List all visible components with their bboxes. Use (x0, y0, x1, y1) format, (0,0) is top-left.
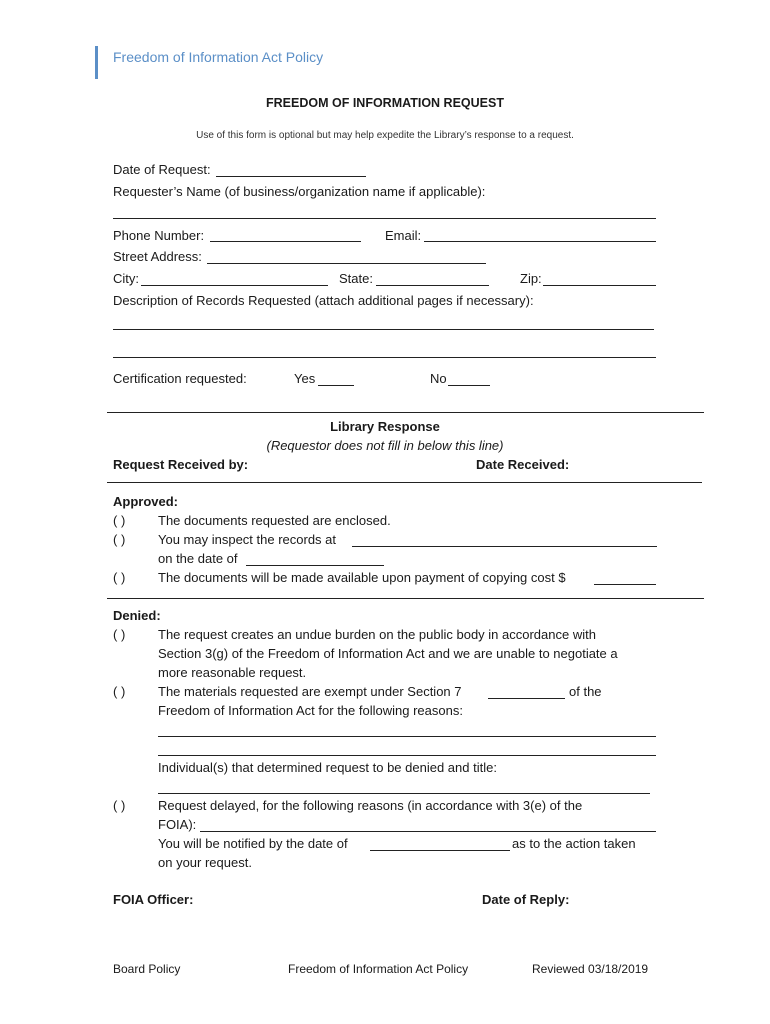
approved-checkbox-1[interactable]: ( ) (113, 513, 126, 528)
notify-date-field[interactable] (370, 850, 510, 851)
individuals-label: Individual(s) that determined request to be denied and title: (158, 760, 497, 775)
certification-no-label: No (430, 371, 447, 386)
library-response-title: Library Response (330, 419, 440, 434)
denied-item-2-line-2: Freedom of Information Act for the following reasons: (158, 703, 463, 718)
exempt-reasons-line-2[interactable] (158, 755, 656, 756)
state-label: State: (339, 271, 373, 286)
state-field[interactable] (376, 285, 489, 286)
description-line-1[interactable] (113, 329, 654, 330)
individuals-field[interactable] (158, 793, 650, 794)
approved-checkbox-3[interactable]: ( ) (113, 570, 126, 585)
footer-center: Freedom of Information Act Policy (288, 962, 469, 976)
description-label: Description of Records Requested (attach additional pages if necessary): (113, 293, 534, 308)
footer-left: Board Policy (113, 962, 181, 976)
email-label: Email: (385, 228, 422, 243)
date-received-label: Date Received: (476, 457, 570, 472)
city-label: City: (113, 271, 139, 286)
date-of-request-label: Date of Request: (113, 162, 211, 177)
header-title: Freedom of Information Act Policy (113, 49, 324, 65)
section-divider (107, 412, 704, 413)
denied-checkbox-2[interactable]: ( ) (113, 684, 126, 699)
foia-officer-label: FOIA Officer: (113, 892, 194, 907)
inspect-date-field[interactable] (246, 565, 384, 566)
certification-yes-label: Yes (294, 371, 316, 386)
date-of-reply-label: Date of Reply: (482, 892, 570, 907)
requester-name-field[interactable] (113, 218, 656, 219)
street-label: Street Address: (113, 249, 202, 264)
header-accent-bar (95, 46, 98, 79)
exempt-section-field[interactable] (488, 698, 565, 699)
section-divider (107, 598, 704, 599)
denied-item-3-line-3: You will be notified by the date of (158, 836, 348, 851)
request-received-by-label: Request Received by: (113, 457, 249, 472)
certification-label: Certification requested: (113, 371, 247, 386)
approved-item-3: The documents will be made available upon payment of copying cost $ (158, 570, 566, 585)
denied-item-1-line-2: Section 3(g) of the Freedom of Information Act and we are unable to negotiate a (158, 646, 618, 661)
delay-reasons-field[interactable] (200, 831, 656, 832)
certification-no-field[interactable] (448, 385, 490, 386)
exempt-reasons-line-1[interactable] (158, 736, 656, 737)
certification-yes-field[interactable] (318, 385, 354, 386)
approved-item-2: You may inspect the records at (158, 532, 337, 547)
denied-item-1-line-3: more reasonable request. (158, 665, 307, 680)
denied-item-3-line-4: on your request. (158, 855, 252, 870)
library-response-note: (Requestor does not fill in below this line) (266, 438, 504, 453)
inspect-location-field[interactable] (352, 546, 657, 547)
form-subtitle: Use of this form is optional but may help expedite the Library’s response to a request. (196, 130, 574, 141)
denied-item-3-line-3b: as to the action taken (512, 836, 636, 851)
denied-item-2-line-1b: of the (569, 684, 602, 699)
approved-item-1: The documents requested are enclosed. (158, 513, 391, 528)
street-field[interactable] (207, 263, 486, 264)
email-field[interactable] (424, 241, 656, 242)
footer-right: Reviewed 03/18/2019 (532, 962, 649, 976)
requester-name-label: Requester’s Name (of business/organization name if applicable): (113, 184, 486, 199)
denied-item-3-line-2: FOIA): (158, 817, 197, 832)
city-field[interactable] (141, 285, 328, 286)
phone-label: Phone Number: (113, 228, 205, 243)
zip-label: Zip: (520, 271, 542, 286)
phone-field[interactable] (210, 241, 361, 242)
denied-checkbox-3[interactable]: ( ) (113, 798, 126, 813)
denied-item-1-line-1: The request creates an undue burden on the public body in accordance with (158, 627, 596, 642)
form-title: FREEDOM OF INFORMATION REQUEST (266, 96, 504, 110)
approved-checkbox-2[interactable]: ( ) (113, 532, 126, 547)
description-line-2[interactable] (113, 357, 656, 358)
denied-item-2-line-1: The materials requested are exempt under Section 7 (158, 684, 462, 699)
copying-cost-field[interactable] (594, 584, 656, 585)
denied-title: Denied: (113, 608, 161, 623)
date-of-request-field[interactable] (216, 176, 366, 177)
denied-item-3-line-1: Request delayed, for the following reasons (in accordance with 3(e) of the (158, 798, 583, 813)
approved-item-2b: on the date of (158, 551, 238, 566)
section-divider (107, 482, 702, 483)
denied-checkbox-1[interactable]: ( ) (113, 627, 126, 642)
approved-title: Approved: (113, 494, 178, 509)
zip-field[interactable] (543, 285, 656, 286)
